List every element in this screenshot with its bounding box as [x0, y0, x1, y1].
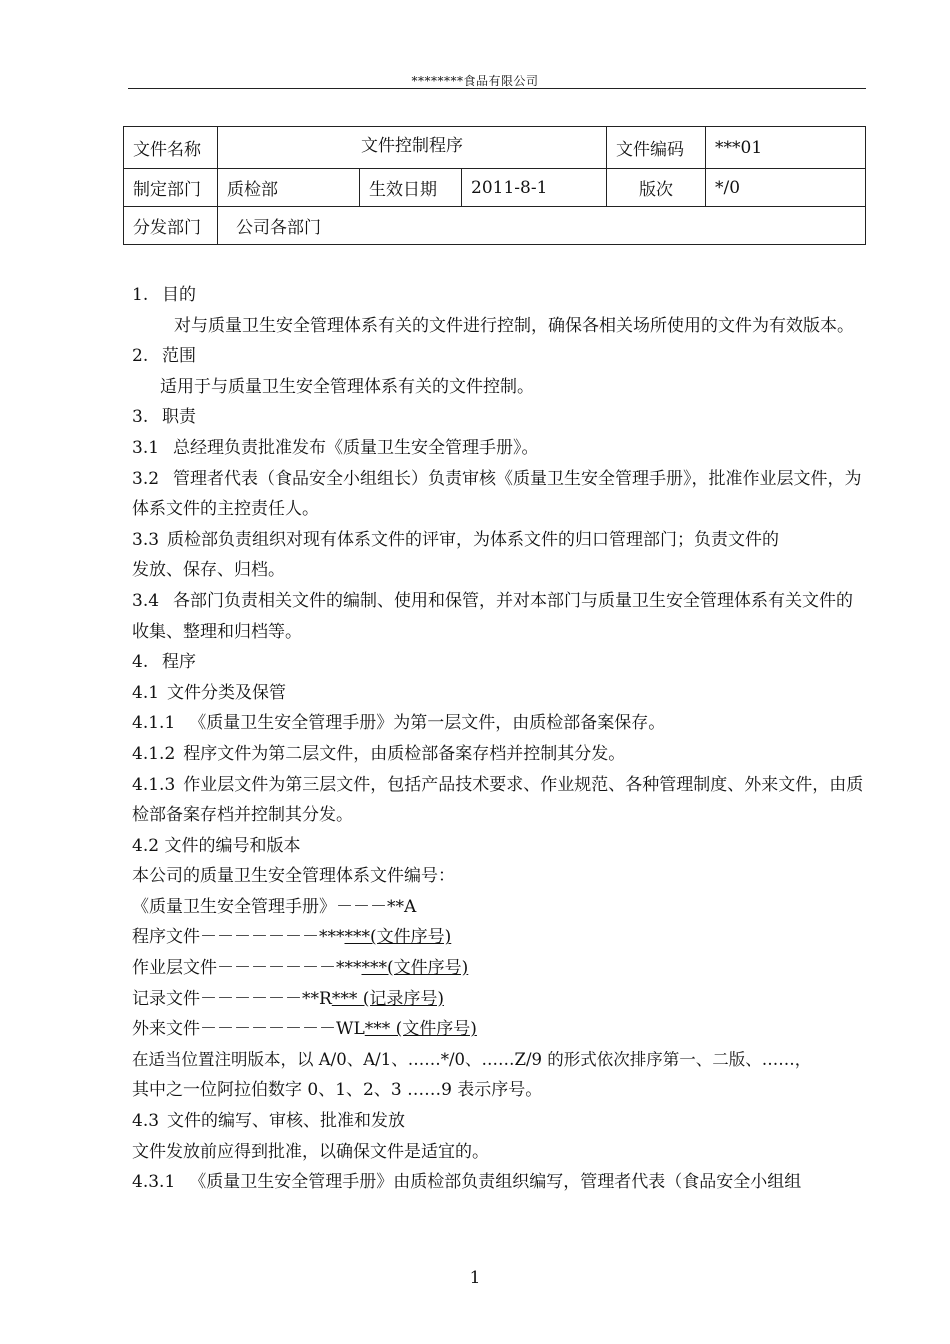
clause [132, 708, 867, 739]
effective-date-label: 生效日期 [360, 169, 462, 207]
code-prefix: 作业层文件－－－－－－－*** [132, 958, 362, 979]
table-row [124, 169, 866, 207]
clause [132, 433, 867, 464]
section-title: 范围 [162, 346, 196, 367]
doc-code-value: ***01 [706, 127, 866, 169]
table-row [124, 207, 866, 245]
code-serial: ***(文件序号) [361, 958, 469, 979]
table-row [124, 127, 866, 169]
clause-text: 《质量卫生安全管理手册》为第一层文件，由质检部备案保存。 [189, 713, 666, 734]
section-title: 职责 [162, 407, 196, 428]
code-serial: *** (文件序号) [364, 1019, 477, 1040]
version-value: */0 [706, 169, 866, 207]
document-info-table [123, 126, 866, 245]
clause [132, 739, 867, 770]
clause-text: 总经理负责批准发布《质量卫生安全管理手册》。 [173, 437, 539, 458]
clause-number: 3.4 [132, 590, 160, 611]
clause [132, 1167, 867, 1198]
section-number: 3. [132, 407, 149, 428]
paragraph: 其中之一位阿拉伯数字 0、1、2、3 ……9 表示序号。 [132, 1080, 543, 1101]
running-header: ********食品有限公司 [411, 74, 539, 88]
code-line [132, 953, 867, 984]
paragraph: 在适当位置注明版本，以 A/0、A/1、……*/0、……Z/9 的形式依次排序第一、二版、……， [132, 1049, 812, 1069]
section-heading [132, 341, 867, 372]
clause [132, 464, 867, 525]
clause-number: 3.3 [132, 529, 160, 550]
doc-name-label: 文件名称 [124, 127, 218, 169]
section-heading [132, 280, 867, 311]
clause-text: 各部门负责相关文件的编制、使用和保管，并对本部门与质量卫生安全管理体系有关文件的收集、整理和归档等。 [132, 590, 854, 642]
clause-number: 4.3 [132, 1111, 160, 1132]
clause [132, 586, 867, 647]
subsection-heading: 4.2 文件的编号和版本 [132, 835, 301, 856]
clause-continuation: 发放、保存、归档。 [132, 560, 285, 581]
clause-number: 3.1 [132, 437, 160, 458]
paragraph: 文件发放前应得到批准，以确保文件是适宜的。 [132, 1141, 489, 1162]
clause-text: 程序文件为第二层文件，由质检部备案存档并控制其分发。 [183, 743, 626, 764]
code-line [132, 984, 867, 1015]
doc-name-value: 文件控制程序 [218, 127, 607, 169]
section-number: 2. [132, 346, 149, 367]
clause [132, 770, 867, 831]
paragraph: 对与质量卫生安全管理体系有关的文件进行控制，确保各相关场所使用的文件为有效版本。 [174, 315, 854, 336]
clause-text: 《质量卫生安全管理手册》由质检部负责组织编写，管理者代表（食品安全小组组 [189, 1172, 802, 1193]
version-label: 版次 [607, 169, 706, 207]
document-body [132, 280, 867, 1198]
distribution-label: 分发部门 [124, 207, 218, 245]
dept-value: 质检部 [218, 169, 360, 207]
paragraph: 适用于与质量卫生安全管理体系有关的文件控制。 [160, 376, 534, 397]
clause-number: 4.3.1 [132, 1172, 176, 1193]
subsection-title: 文件分类及保管 [167, 682, 287, 703]
doc-code-label: 文件编码 [607, 127, 706, 169]
section-heading [132, 402, 867, 433]
code-line [132, 1014, 867, 1045]
clause-number: 4.1.1 [132, 713, 176, 734]
clause-text: 管理者代表（食品安全小组组长）负责审核《质量卫生安全管理手册》，批准作业层文件，为体系文件的主控责任人。 [132, 468, 862, 520]
clause-text: 作业层文件为第三层文件，包括产品技术要求、作业规范、各种管理制度、外来文件，由质检部备案存档并控制其分发。 [132, 774, 864, 826]
clause-number: 4.1 [132, 682, 160, 703]
clause-number: 4.1.3 [132, 774, 176, 795]
section-number: 1. [132, 285, 149, 305]
section-title: 程序 [162, 652, 196, 673]
subsection-title: 文件的编写、审核、批准和发放 [167, 1111, 406, 1132]
header-rule [128, 88, 866, 89]
section-title: 目的 [162, 285, 196, 305]
code-prefix: 外来文件－－－－－－－－WL [132, 1019, 365, 1040]
code-line [132, 922, 867, 953]
code-prefix: 程序文件－－－－－－－*** [132, 927, 345, 948]
clause-number: 3.2 [132, 468, 160, 489]
subsection-heading [132, 678, 867, 709]
clause-text: 质检部负责组织对现有体系文件的评审，为体系文件的归口管理部门；负责文件的 [167, 529, 780, 550]
clause-number: 4.1.2 [132, 743, 176, 764]
page-number: 1 [469, 1268, 481, 1288]
code-serial: ***(文件序号) [344, 927, 452, 948]
subsection-heading [132, 1106, 867, 1137]
clause [132, 525, 867, 556]
code-prefix: 记录文件－－－－－－**R [132, 988, 332, 1009]
section-number: 4. [132, 652, 149, 673]
dept-label: 制定部门 [124, 169, 218, 207]
code-line: 《质量卫生安全管理手册》－－－**A [132, 896, 417, 917]
distribution-value: 公司各部门 [218, 207, 866, 245]
paragraph: 本公司的质量卫生安全管理体系文件编号： [132, 866, 455, 887]
code-serial: *** (记录序号) [331, 988, 444, 1009]
effective-date-value: 2011-8-1 [462, 169, 607, 207]
section-heading [132, 647, 867, 678]
